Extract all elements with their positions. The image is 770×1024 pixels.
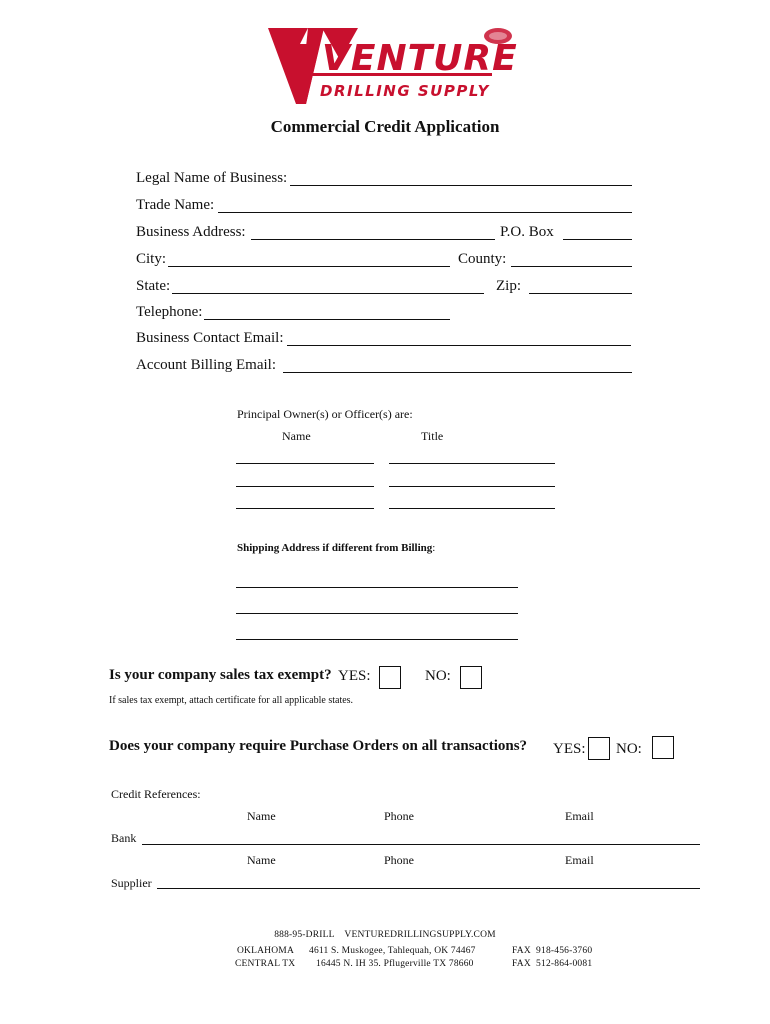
logo-tagline-text: DRILLING SUPPLY	[320, 82, 490, 100]
po-box-label: P.O. Box	[500, 224, 554, 240]
bank-label: Bank	[111, 831, 137, 845]
tax-exempt-note: If sales tax exempt, attach certificate for all applicable states.	[109, 695, 354, 706]
owner-name-field[interactable]	[236, 486, 374, 487]
purchase-orders-no-checkbox[interactable]	[652, 736, 674, 759]
trade-name-field[interactable]	[218, 212, 632, 213]
owner-title-field[interactable]	[389, 463, 555, 464]
state-field[interactable]	[172, 293, 484, 294]
tax-exempt-question: Is your company sales tax exempt?	[109, 667, 332, 683]
footer-ok-label: OKLAHOMA	[237, 946, 295, 956]
zip-label: Zip:	[496, 278, 521, 294]
supplier-phone-header: Phone	[384, 853, 414, 867]
bank-name-header: Name	[247, 809, 276, 823]
trade-name-label: Trade Name:	[136, 197, 215, 213]
owner-title-field[interactable]	[389, 486, 555, 487]
legal-name-label: Legal Name of Business:	[136, 170, 288, 186]
shipping-address-field[interactable]	[236, 639, 518, 640]
owners-heading: Principal Owner(s) or Officer(s) are:	[237, 407, 413, 421]
purchase-orders-question: Does your company require Purchase Orders on all transactions?	[109, 738, 528, 754]
purchase-orders-yes-checkbox[interactable]	[588, 737, 610, 760]
zip-field[interactable]	[529, 293, 632, 294]
tax-exempt-yes-checkbox[interactable]	[379, 666, 401, 689]
billing-email-label: Account Billing Email:	[136, 357, 276, 373]
owner-name-field[interactable]	[236, 463, 374, 464]
business-address-label: Business Address:	[136, 224, 246, 240]
owners-title-header: Title	[421, 429, 444, 443]
po-box-field[interactable]	[563, 239, 632, 240]
bank-reference-field[interactable]	[142, 844, 700, 845]
state-label: State:	[136, 278, 171, 294]
county-field[interactable]	[511, 266, 632, 267]
footer-tx-label: CENTRAL TX	[235, 959, 296, 969]
footer-tx-address: 16445 N. IH 35. Pflugerville TX 78660	[316, 959, 474, 969]
shipping-address-field[interactable]	[236, 587, 518, 588]
owner-title-field[interactable]	[389, 508, 555, 509]
shipping-heading-colon: :	[432, 542, 436, 554]
credit-references-heading: Credit References:	[111, 787, 201, 801]
billing-email-field[interactable]	[283, 372, 632, 373]
business-address-field[interactable]	[251, 239, 495, 240]
footer-phone-website: 888-95-DRILL VENTUREDRILLINGSUPPLY.COM	[274, 930, 496, 940]
bank-phone-header: Phone	[384, 809, 414, 823]
purchase-orders-no-label: NO:	[616, 741, 642, 757]
footer-ok-fax: FAX 918-456-3760	[512, 946, 593, 956]
owners-name-header: Name	[282, 429, 311, 443]
bank-email-header: Email	[565, 809, 594, 823]
contact-email-field[interactable]	[287, 345, 631, 346]
page-title: Commercial Credit Application	[270, 117, 500, 136]
shipping-address-field[interactable]	[236, 613, 518, 614]
supplier-reference-field[interactable]	[157, 888, 700, 889]
tax-exempt-no-label: NO:	[425, 668, 451, 684]
tax-exempt-no-checkbox[interactable]	[460, 666, 482, 689]
tax-exempt-yes-label: YES:	[338, 668, 371, 684]
county-label: County:	[458, 251, 507, 267]
telephone-label: Telephone:	[136, 304, 203, 320]
supplier-name-header: Name	[247, 853, 276, 867]
city-field[interactable]	[168, 266, 450, 267]
contact-email-label: Business Contact Email:	[136, 330, 284, 346]
footer-tx-fax: FAX 512-864-0081	[512, 959, 593, 969]
purchase-orders-yes-label: YES:	[553, 741, 586, 757]
city-label: City:	[136, 251, 167, 267]
supplier-label: Supplier	[111, 876, 152, 890]
legal-name-field[interactable]	[290, 185, 632, 186]
footer-ok-address: 4611 S. Muskogee, Tahlequah, OK 74467	[309, 946, 476, 956]
venture-logo	[262, 20, 524, 106]
supplier-email-header: Email	[565, 853, 594, 867]
shipping-heading-text: Shipping Address if different from Billing	[237, 542, 433, 554]
shipping-heading	[237, 542, 435, 554]
logo-brand-text: VENTURE	[322, 38, 518, 79]
telephone-field[interactable]	[204, 319, 450, 320]
owner-name-field[interactable]	[236, 508, 374, 509]
